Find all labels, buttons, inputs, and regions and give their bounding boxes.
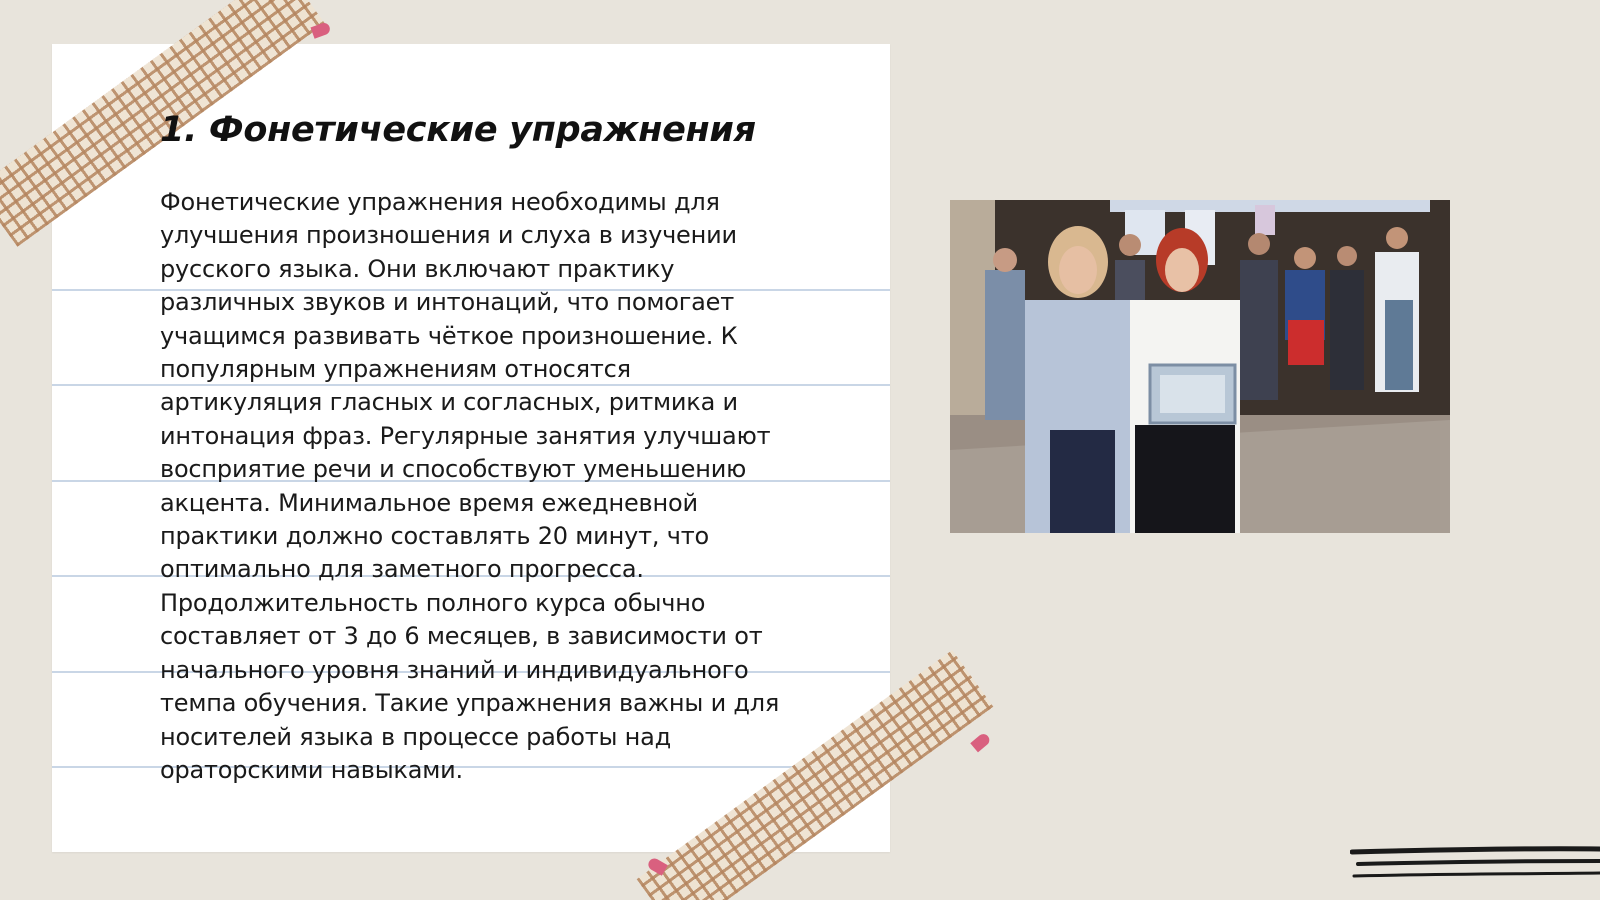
brush-strokes-decoration	[1350, 846, 1600, 896]
body-line: оптимально для заметного прогресса.	[160, 555, 644, 584]
body-line: Продолжительность полного курса обычно	[160, 588, 706, 617]
body-line: русского языка. Они включают практику	[160, 254, 675, 283]
slide-title: 1. Фонетические упражнения	[160, 110, 756, 150]
body-line: акцента. Минимальное время ежедневной	[160, 488, 698, 517]
body-line: учащимся развивать чёткое произношение. К	[160, 321, 738, 350]
body-line: носителей языка в процессе работы над	[160, 722, 672, 751]
body-line: восприятие речи и способствуют уменьшению	[160, 455, 747, 484]
body-line: различных звуков и интонаций, что помогает	[160, 288, 735, 317]
body-line: темпа обучения. Такие упражнения важны и для	[160, 689, 780, 718]
body-line: артикуляция гласных и согласных, ритмика и	[160, 388, 738, 417]
body-line: ораторскими навыками.	[160, 755, 463, 784]
body-line: начального уровня знаний и индивидуального	[160, 655, 749, 684]
body-line: популярным упражнениям относятся	[160, 355, 631, 384]
body-line: улучшения произношения и слуха в изучении	[160, 221, 737, 250]
body-line: составляет от 3 до 6 месяцев, в зависимости от	[160, 622, 763, 651]
slide-body-text	[160, 186, 840, 787]
body-line: Фонетические упражнения необходимы для	[160, 188, 720, 216]
award-ceremony-photo	[950, 200, 1450, 533]
tape-end-icon	[970, 732, 992, 753]
body-line: практики должно составлять 20 минут, что	[160, 522, 709, 551]
body-line: интонация фраз. Регулярные занятия улучшают	[160, 421, 771, 450]
